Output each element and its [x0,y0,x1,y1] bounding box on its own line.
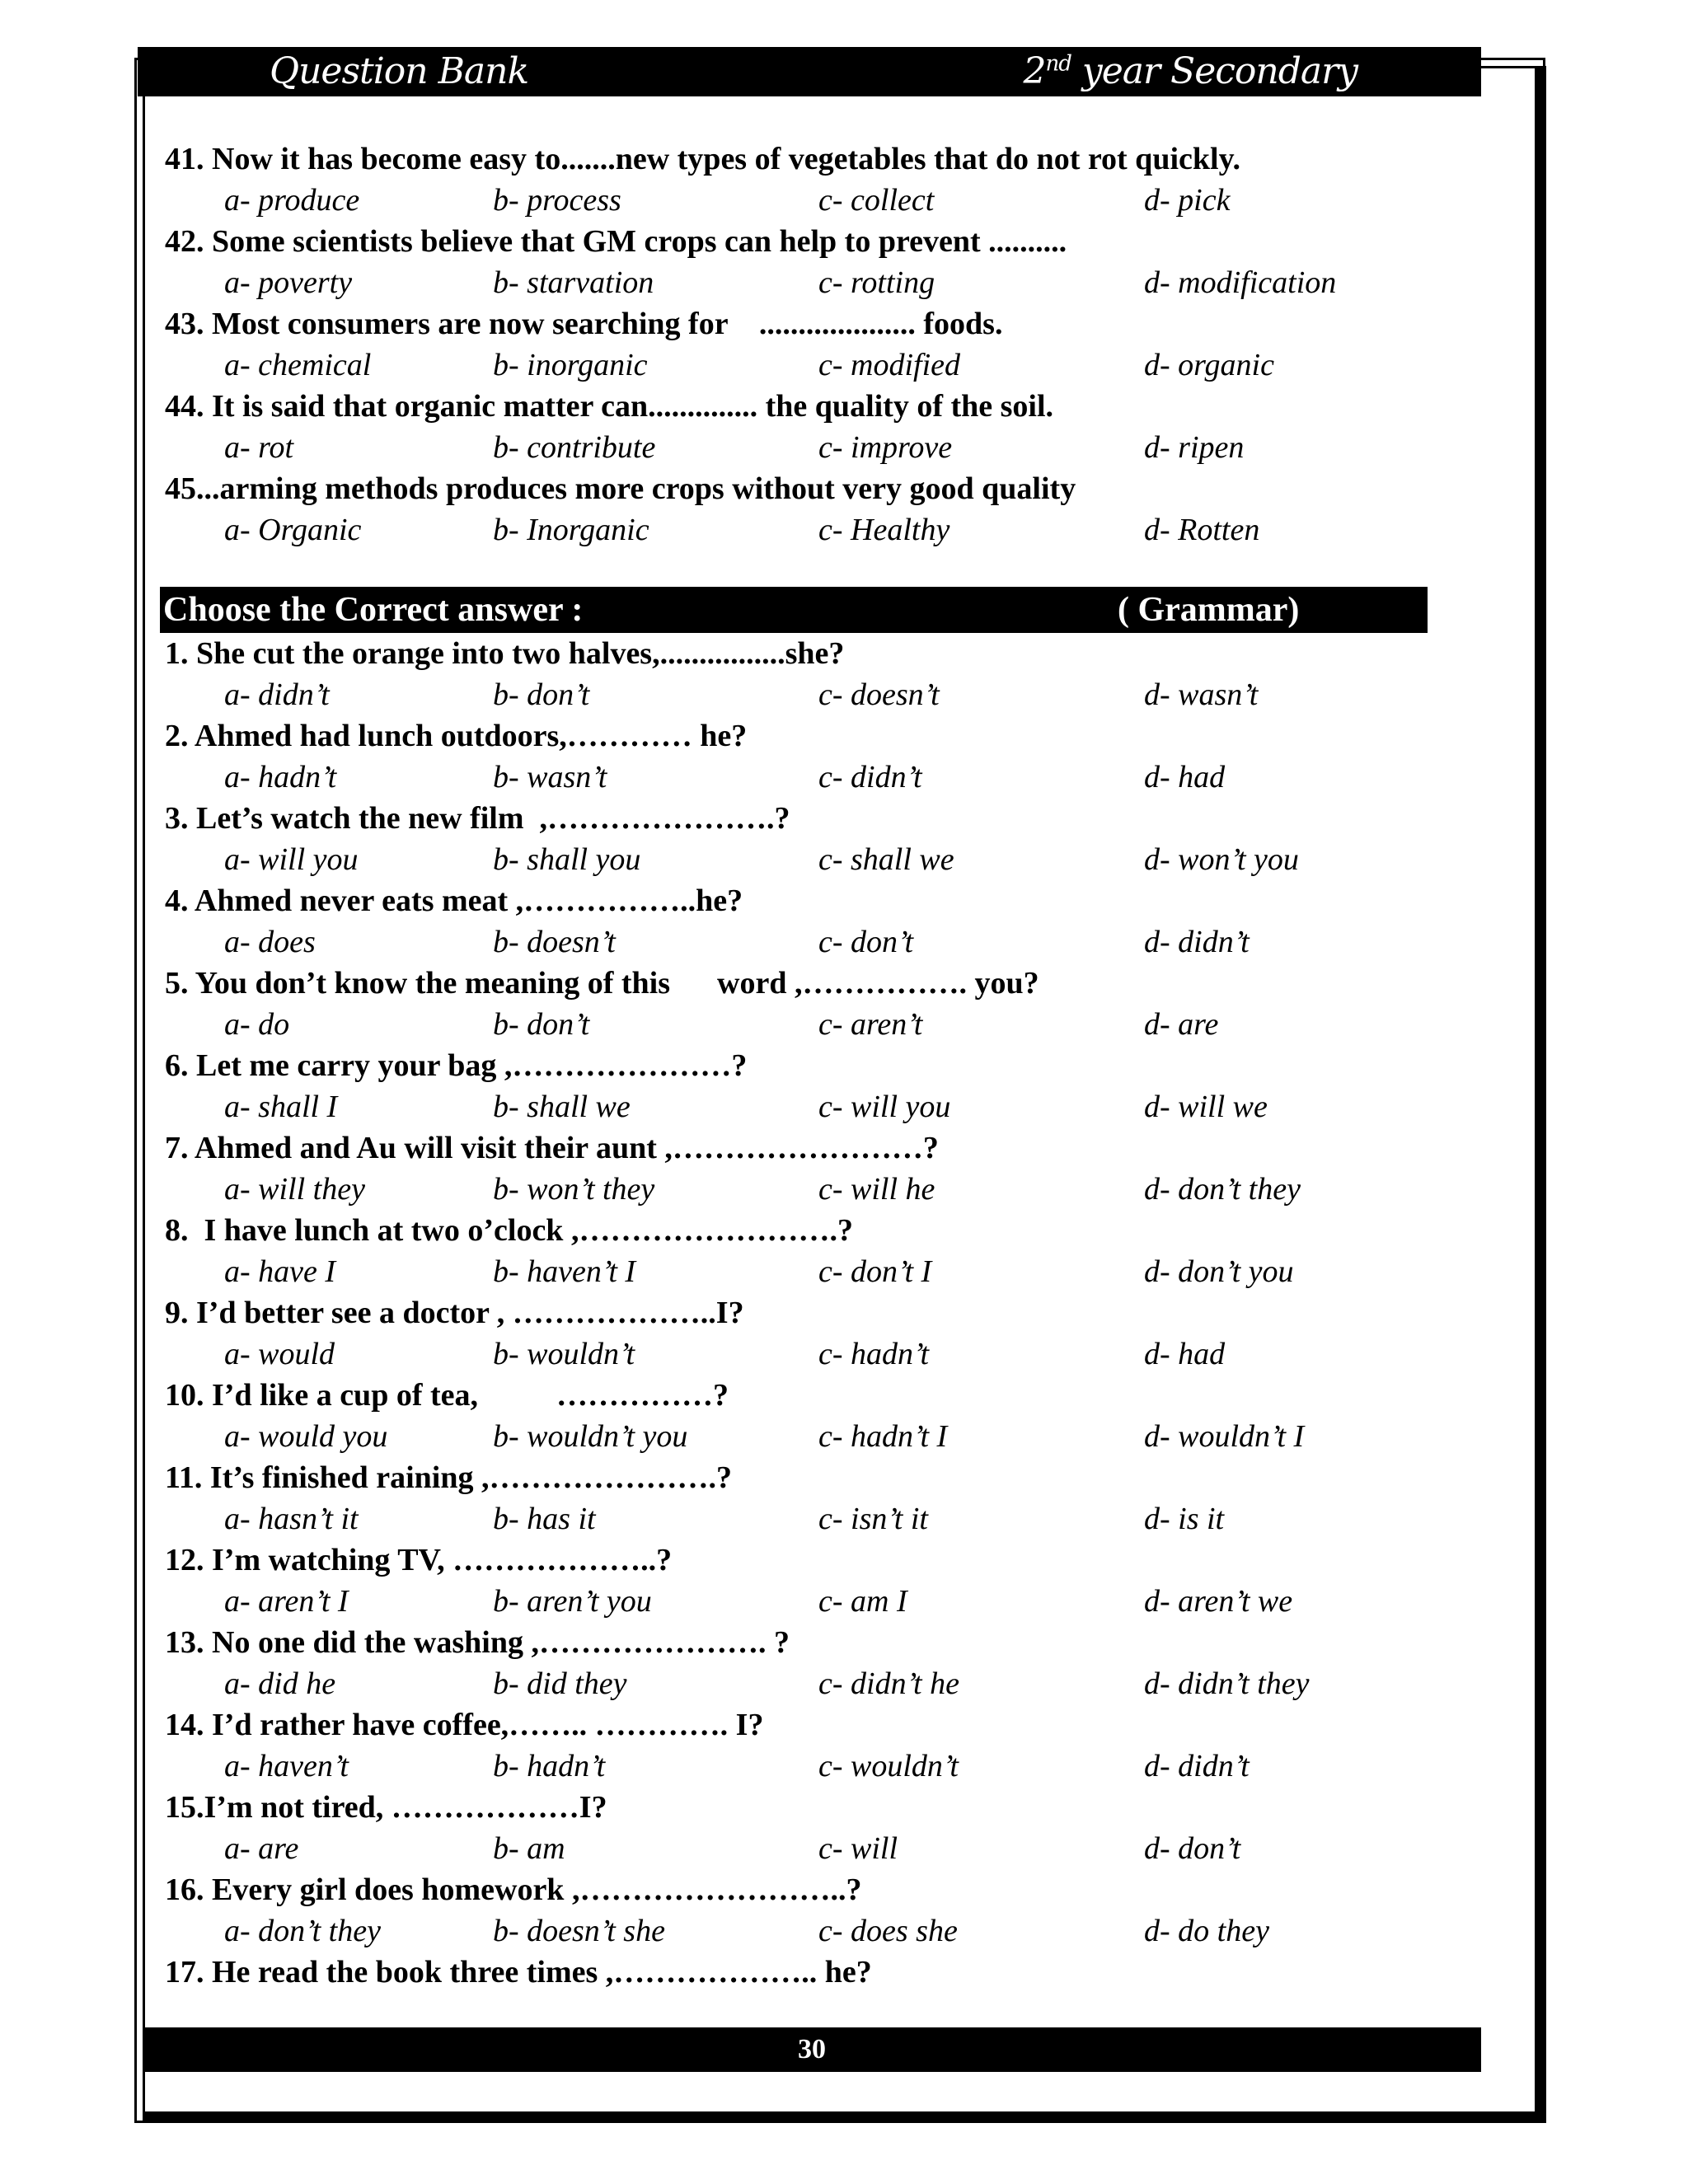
vocab-question-41 [165,138,1451,221]
option-d: d- didn’t they [1144,1666,1310,1701]
option-d: d- organic [1144,348,1274,382]
option-b: b- haven’t I [493,1254,636,1289]
question-text: 14. I’d rather have coffee,…….. …………. I? [165,1708,764,1742]
option-d: d- didn’t [1144,1749,1250,1783]
option-a: a- does [224,925,316,959]
grammar-question-9 [165,1292,1451,1375]
options-row [165,1086,1451,1127]
options-row [165,509,1451,551]
question-text: 4. Ahmed never eats meat ,……………..he? [165,883,743,918]
option-c: c- will you [818,1090,951,1124]
option-a: a- don’t they [224,1914,381,1948]
page-number: 30 [798,2034,826,2064]
vocab-question-44 [165,386,1451,468]
option-c: c- Healthy [818,513,950,547]
option-d: d- pick [1144,183,1231,218]
frame-shadow-right [1535,66,1546,2123]
option-a: a- will they [224,1172,365,1207]
question-text: 11. It’s finished raining ,………………….? [165,1460,732,1495]
options-row [165,427,1451,468]
option-a: a- would you [224,1419,388,1454]
options-row [165,1828,1451,1869]
grammar-question-17 [165,1952,1451,1993]
option-b: b- aren’t you [493,1584,652,1619]
question-content [165,138,1451,1993]
options-row [165,757,1451,798]
option-a: a- aren’t I [224,1584,349,1619]
option-d: d- don’t you [1144,1254,1294,1289]
vocab-question-43 [165,303,1451,386]
option-a: a- do [224,1007,290,1042]
vocab-question-45 [165,468,1451,551]
options-row [165,1498,1451,1540]
option-d: d- modification [1144,265,1337,300]
grammar-question-4 [165,880,1451,963]
grammar-question-11 [165,1457,1451,1540]
options-row [165,1663,1451,1704]
frame-shadow-bottom [143,2111,1546,2123]
option-b: b- did they [493,1666,627,1701]
option-a: a- haven’t [224,1749,349,1783]
option-d: d- wasn’t [1144,677,1259,712]
option-d: d- don’t they [1144,1172,1301,1207]
option-c: c- aren’t [818,1007,923,1042]
grammar-question-1 [165,633,1451,715]
question-text: 6. Let me carry your bag ,…………………? [165,1048,748,1083]
question-text: 17. He read the book three times ,……………….. he? [165,1955,872,1990]
options-row [165,839,1451,880]
question-text: 45...arming methods produces more crops without very good quality [165,471,1076,506]
grammar-question-8 [165,1210,1451,1292]
option-c: c- shall we [818,842,954,877]
options-row [165,262,1451,303]
grammar-question-12 [165,1540,1451,1622]
question-text: 5. You don’t know the meaning of this word ,……………. you? [165,966,1039,1001]
option-d: d- are [1144,1007,1219,1042]
question-text: 12. I’m watching TV, ………………..? [165,1543,673,1577]
option-b: b- shall we [493,1090,631,1124]
option-a: a- Organic [224,513,362,547]
options-row [165,674,1451,715]
option-c: c- hadn’t I [818,1419,948,1454]
option-b: b- shall you [493,842,641,877]
option-b: b- wasn’t [493,760,607,794]
option-a: a- did he [224,1666,336,1701]
options-row [165,1004,1451,1045]
option-b: b- has it [493,1502,596,1536]
question-text: 10. I’d like a cup of tea, ……………? [165,1378,729,1413]
option-c: c- isn’t it [818,1502,928,1536]
option-a: a- hadn’t [224,760,337,794]
header-grade-label: year Secondary [1071,50,1357,92]
option-d: d- didn’t [1144,925,1250,959]
option-b: b- am [493,1831,565,1866]
header-grade [1024,50,1357,92]
option-d: d- wouldn’t I [1144,1419,1305,1454]
option-b: b- don’t [493,677,590,712]
option-a: a- are [224,1831,299,1866]
footer-bar [143,2027,1481,2072]
option-a: a- would [224,1337,335,1371]
option-a: a- have I [224,1254,336,1289]
option-a: a- will you [224,842,359,877]
option-c: c- didn’t [818,760,922,794]
options-row [165,1581,1451,1622]
grammar-question-5 [165,963,1451,1045]
option-b: b- doesn’t she [493,1914,665,1948]
option-a: a- chemical [224,348,372,382]
question-text: 1. She cut the orange into two halves,................she? [165,636,845,671]
option-c: c- will he [818,1172,935,1207]
options-row [165,1746,1451,1787]
option-d: d- won’t you [1144,842,1299,877]
grammar-question-16 [165,1869,1451,1952]
grammar-question-3 [165,798,1451,880]
option-b: b- doesn’t [493,925,616,959]
question-text: 15.I’m not tired, ………………I? [165,1790,607,1825]
grammar-question-14 [165,1704,1451,1787]
option-c: c- does she [818,1914,958,1948]
option-a: a- produce [224,183,360,218]
option-b: b- don’t [493,1007,590,1042]
options-row [165,1416,1451,1457]
option-d: d- Rotten [1144,513,1260,547]
options-row [165,180,1451,221]
options-row [165,1333,1451,1375]
option-b: b- inorganic [493,348,648,382]
option-d: d- had [1144,1337,1226,1371]
options-row [165,921,1451,963]
option-b: b- wouldn’t [493,1337,635,1371]
header-title: Question Bank [270,50,529,92]
option-c: c- doesn’t [818,677,940,712]
grammar-question-6 [165,1045,1451,1127]
question-text: 41. Now it has become easy to.......new types of vegetables that do not rot quickly. [165,142,1240,176]
question-text: 43. Most consumers are now searching for .................... foods. [165,307,1003,341]
option-c: c- modified [818,348,961,382]
options-row [165,1169,1451,1210]
option-b: b- process [493,183,621,218]
header-bar [138,47,1481,96]
options-row [165,1251,1451,1292]
question-text: 44. It is said that organic matter can.............. the quality of the soil. [165,389,1054,424]
option-d: d- had [1144,760,1226,794]
option-d: d- will we [1144,1090,1268,1124]
options-row [165,1910,1451,1952]
question-text: 13. No one did the washing ,…………………. ? [165,1625,790,1660]
section-title: Choose the Correct answer : [163,591,584,629]
grammar-question-2 [165,715,1451,798]
question-text: 8. I have lunch at two o’clock ,…………………….? [165,1213,853,1248]
option-c: c- collect [818,183,935,218]
option-c: c- wouldn’t [818,1749,959,1783]
option-b: b- hadn’t [493,1749,606,1783]
option-b: b- wouldn’t you [493,1419,688,1454]
header-grade-suffix: nd [1045,51,1071,77]
option-b: b- starvation [493,265,654,300]
header-grade-number: 2 [1023,50,1046,92]
vocab-question-42 [165,221,1451,303]
option-a: a- poverty [224,265,353,300]
option-c: c- hadn’t [818,1337,930,1371]
grammar-question-7 [165,1127,1451,1210]
question-text: 42. Some scientists believe that GM crops can help to prevent .......... [165,224,1067,259]
question-text: 3. Let’s watch the new film ,………………….? [165,801,790,836]
grammar-question-15 [165,1787,1451,1869]
option-d: d- aren’t we [1144,1584,1293,1619]
option-b: b- contribute [493,430,656,465]
option-c: c- improve [818,430,953,465]
question-text: 7. Ahmed and Au will visit their aunt ,……………………? [165,1131,939,1165]
option-c: c- don’t I [818,1254,932,1289]
question-text: 9. I’d better see a doctor , ………………..I? [165,1296,744,1330]
option-c: c- didn’t he [818,1666,959,1701]
grammar-question-13 [165,1622,1451,1704]
question-text: 16. Every girl does homework ,……………………..? [165,1872,862,1907]
option-a: a- didn’t [224,677,330,712]
option-c: c- rotting [818,265,935,300]
grammar-question-10 [165,1375,1451,1457]
section-tag: ( Grammar) [1118,591,1300,629]
option-b: b- won’t they [493,1172,655,1207]
option-d: d- don’t [1144,1831,1241,1866]
option-d: d- do they [1144,1914,1269,1948]
option-d: d- ripen [1144,430,1245,465]
option-a: a- rot [224,430,294,465]
option-a: a- shall I [224,1090,338,1124]
question-text: 2. Ahmed had lunch outdoors,………… he? [165,719,748,753]
option-b: b- Inorganic [493,513,649,547]
option-c: c- am I [818,1584,907,1619]
option-c: c- will [818,1831,898,1866]
option-d: d- is it [1144,1502,1225,1536]
option-a: a- hasn’t it [224,1502,359,1536]
section-header-grammar [160,587,1428,633]
options-row [165,344,1451,386]
option-c: c- don’t [818,925,914,959]
